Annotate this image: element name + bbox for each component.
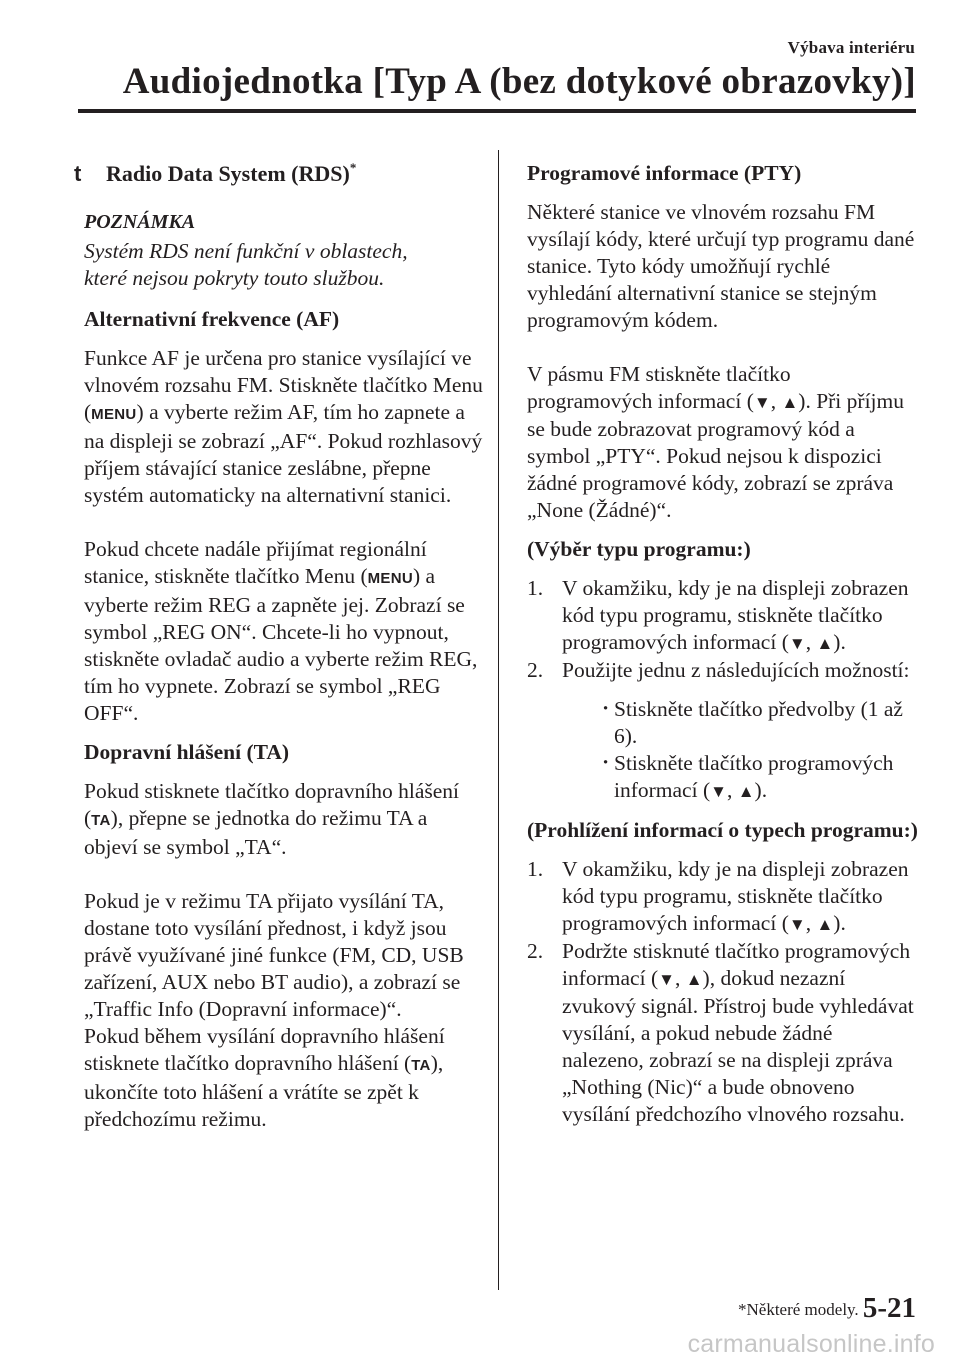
ta-p2-text-b: Pokud během vysílání dopravního hlášení stisknete tlačítko dopravního hlášení (: [84, 1024, 445, 1075]
ta-p2-text-a: Pokud je v režimu TA přijato vysílání TA, dostane toto vysílání přednost, i když jsou právě využívané jiné funkce (FM, CD, USB zařízení, AUX nebo BT audio), a zobrazí se „Traffic Info (Dopravní informace)“.: [84, 889, 464, 1021]
page-title: Audiojednotka [Typ A (bez dotykové obrazovky)]: [122, 61, 916, 102]
menu-key-icon: MENU: [367, 570, 413, 587]
note-line-2: které nejsou pokryty touto službou.: [84, 266, 385, 290]
list-item: [527, 657, 919, 805]
step-text: Podržte stisknuté tlačítko programových informací (: [562, 939, 911, 990]
watermark: carmanualsonline.info: [687, 1330, 935, 1358]
up-arrow-icon: ▲: [685, 970, 703, 989]
list-item: · Stiskněte tlačítko programových informací (▼, ▲).: [562, 750, 919, 805]
ta-key-icon: TA: [411, 1057, 431, 1074]
right-column: [527, 160, 919, 1140]
browse-type-heading: (Prohlížení informací o typech programu:): [527, 818, 918, 842]
step-number: 1.: [527, 576, 544, 600]
list-item: 1. V okamžiku, kdy je na displeji zobrazen kód typu programu, stiskněte tlačítko programových informací (▼, ▲).: [527, 576, 909, 654]
list-item: 1. V okamžiku, kdy je na displeji zobrazen kód typu programu, stiskněte tlačítko programových informací (▼, ▲).: [527, 857, 909, 935]
menu-key-icon: MENU: [91, 406, 137, 423]
step-text: Použijte jednu z následujících možností:: [562, 658, 910, 682]
column-divider: [498, 150, 499, 1290]
ta-key-icon: TA: [91, 812, 111, 829]
pty-paragraph-2: V pásmu FM stiskněte tlačítko programových informací (▼, ▲). Při příjmu se bude zobrazovat programový kód a symbol „PTY“. Pokud nejsou k dispozici žádné programové kódy, zobrazí se zpráva „None (Žádné)“.: [527, 362, 904, 522]
browse-type-steps: [527, 856, 919, 1128]
af-heading: Alternativní frekvence (AF): [84, 307, 340, 331]
step-number: 2.: [527, 939, 544, 963]
af-paragraph-2: [84, 536, 484, 727]
footnote: *Některé modely.: [738, 1300, 859, 1319]
note-line-1: Systém RDS není funkční v oblastech,: [84, 239, 408, 263]
up-arrow-icon: ▲: [816, 634, 834, 653]
af-p2-text-b: ) a vyberte režim REG a zapněte jej. Zobrazí se symbol „REG ON“. Chcete-li ho vypnout, stiskněte ovladač audio a vyberte režim REG, tím ho vypnete. Zobrazí se symbol „REG OFF“.: [84, 564, 478, 725]
up-arrow-icon: ▲: [781, 393, 799, 412]
ta-p1-text-a: Pokud stisknete tlačítko dopravního hlášení (: [84, 779, 460, 830]
pty-p2-text-a: V pásmu FM stiskněte tlačítko programových informací (: [527, 362, 791, 413]
pty-heading: Programové informace (PTY): [527, 161, 802, 185]
section-marker: t: [74, 161, 82, 186]
ta-paragraph-1: [84, 778, 484, 861]
up-arrow-icon: ▲: [737, 782, 755, 801]
header-rule: [78, 109, 916, 113]
af-p1-text-a: Funkce AF je určena pro stanice vysílající ve vlnovém rozsahu FM. Stiskněte tlačítko Menu (: [84, 346, 483, 424]
optional-equipment-asterisk: *: [349, 160, 357, 175]
pty-p2-text-b: ). Při příjmu se bude zobrazovat programový kód a symbol „PTY“. Pokud nejsou k dispozici žádné programové kódy, zobrazí se zpráva „None (Žádné)“.: [527, 389, 904, 522]
step-text: V okamžiku, kdy je na displeji zobrazen kód typu programu, stiskněte tlačítko programových informací (: [562, 857, 909, 935]
page-number: 5-21: [862, 1292, 916, 1324]
down-arrow-icon: ▼: [658, 970, 675, 989]
down-arrow-icon: ▼: [788, 634, 806, 653]
rds-section-title: [74, 160, 484, 187]
step-text-end: ).: [833, 630, 846, 654]
pty-paragraph-1: Některé stanice ve vlnovém rozsahu FM vysílají kódy, které určují typ programu dané stanice. Tyto kódy umožňují rychlé vyhledání alternativní stanice se stejným programovým kódem.: [527, 200, 915, 332]
af-p2-text-a: Pokud chcete nadále přijímat regionální stanice, stiskněte tlačítko Menu (: [84, 537, 427, 588]
up-arrow-icon: ▲: [816, 915, 834, 934]
af-p1-text-b: ) a vyberte režim AF, tím ho zapnete a na displeji se zobrazí „AF“. Pokud rozhlasový příjem stávající stanice zeslábne, přepne systém automaticky na alternativní stanici.: [84, 400, 483, 507]
list-item: · Stiskněte tlačítko předvolby (1 až 6).: [562, 696, 919, 750]
step-text-end: ).: [833, 911, 846, 935]
step-number: 2.: [527, 658, 544, 682]
step-text-end: ), dokud nezazní zvukový signál. Přístroj bude vyhledávat vysílání, a pokud nebude žádné nalezeno, zobrazí se na displeji zpráva „Nothing (Nic)“ a bude obnoveno vysílání předchozího vlnového rozsahu.: [562, 966, 914, 1126]
down-arrow-icon: ▼: [710, 782, 727, 801]
step-number: 1.: [527, 857, 544, 881]
note-text: [84, 238, 484, 292]
section-label: Výbava interiéru: [787, 38, 915, 57]
bullet-text: Stiskněte tlačítko programových informací (: [614, 751, 894, 802]
bullet-text-end: ).: [754, 778, 768, 802]
ta-p1-text-b: ), přepne se jednotka do režimu TA a objeví se symbol „TA“.: [84, 806, 428, 859]
ta-paragraph-2: [84, 888, 484, 1133]
option-bullets: [562, 696, 919, 805]
down-arrow-icon: ▼: [753, 393, 771, 412]
left-column: [74, 160, 484, 1160]
list-item: 2. Podržte stisknuté tlačítko programových informací (▼, ▲), dokud nezazní zvukový signál. Přístroj bude vyhledávat vysílání, a pokud nebude žádné nalezeno, zobrazí se na displeji zpráva „Nothing (Nic)“ a bude obnoveno vysílání předchozího vlnového rozsahu.: [527, 939, 914, 1126]
af-paragraph-1: [84, 345, 484, 509]
select-type-heading: (Výběr typu programu:): [527, 537, 751, 561]
step-text: V okamžiku, kdy je na displeji zobrazen kód typu programu, stiskněte tlačítko programových informací (: [562, 576, 909, 654]
select-type-steps: [527, 575, 919, 805]
rds-title-text: Radio Data System (RDS): [106, 161, 350, 186]
ta-p2-text-c: ), ukončíte toto hlášení a vrátíte se zpět k předchozímu režimu.: [84, 1051, 444, 1131]
down-arrow-icon: ▼: [788, 915, 806, 934]
ta-heading: Dopravní hlášení (TA): [84, 740, 290, 764]
note-label: POZNÁMKA: [84, 211, 196, 233]
